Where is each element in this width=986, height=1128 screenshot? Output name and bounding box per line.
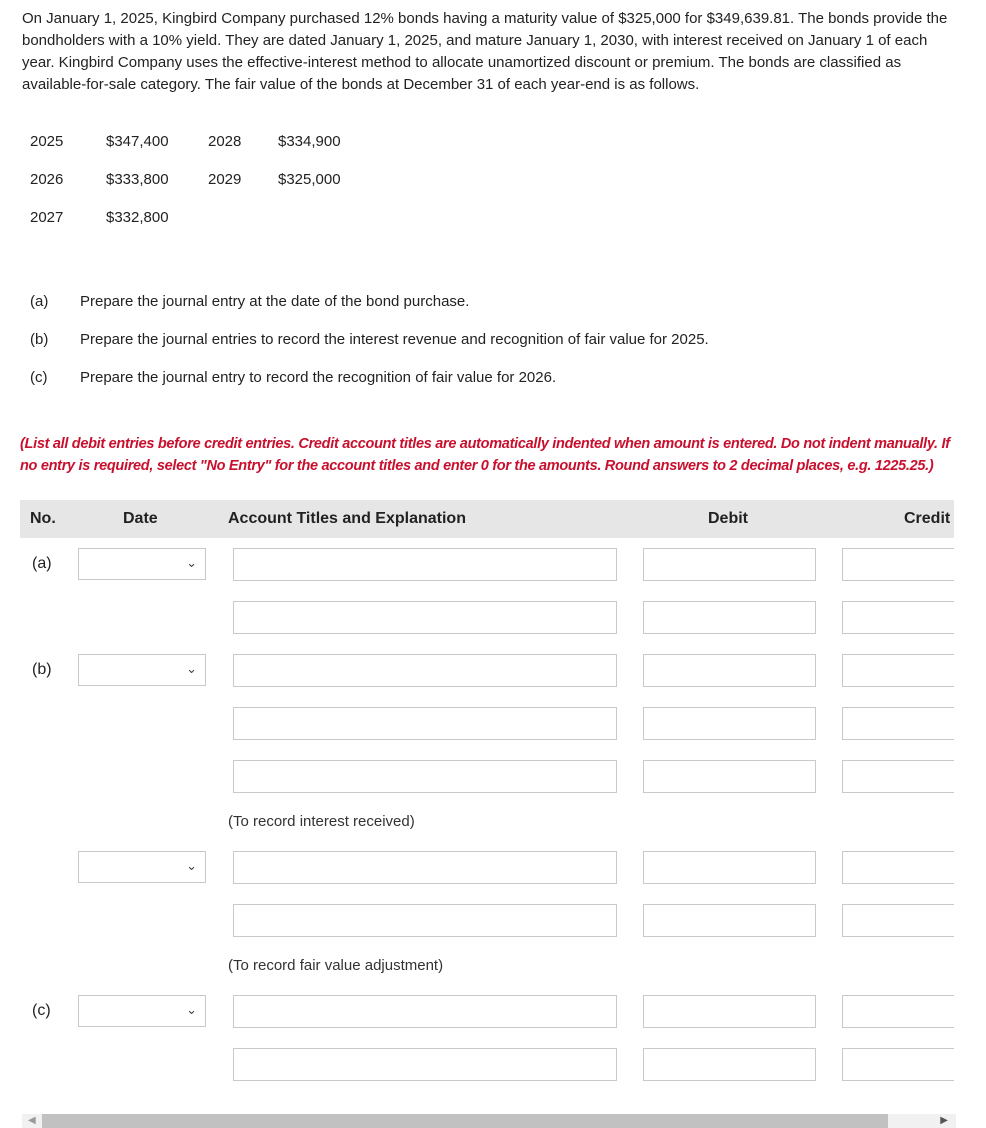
- scroll-right-arrow-icon[interactable]: ▶: [940, 1115, 948, 1126]
- header-account: Account Titles and Explanation: [228, 510, 466, 527]
- fair-value-row: [22, 160, 341, 198]
- credit-input[interactable]: [842, 601, 954, 634]
- fv-value: $325,000: [278, 170, 341, 188]
- fair-value-table: [22, 122, 341, 236]
- date-select[interactable]: [78, 851, 206, 883]
- debit-input[interactable]: [643, 601, 816, 634]
- entry-label-a: (a): [32, 555, 52, 572]
- header-date: Date: [123, 510, 158, 527]
- account-title-input[interactable]: [233, 707, 617, 740]
- question-text: Prepare the journal entry to record the recognition of fair value for 2026.: [80, 368, 557, 386]
- credit-input[interactable]: [842, 851, 954, 884]
- question-item: [30, 282, 709, 320]
- chevron-down-icon: ⌄: [186, 661, 197, 676]
- header-debit: Debit: [708, 510, 748, 527]
- journal-table-header: [20, 500, 954, 538]
- debit-input[interactable]: [643, 995, 816, 1028]
- debit-input[interactable]: [643, 548, 816, 581]
- account-title-input[interactable]: [233, 904, 617, 937]
- debit-input[interactable]: [643, 904, 816, 937]
- instructions: (List all debit entries before credit entries. Credit account titles are automatically indented when amount is entered. Do not indent manually. If no entry is required, select "No Entry" for the account titles and enter 0 for the amounts. Round answers to 2 decimal places, e.g. 1225.25.): [20, 436, 950, 474]
- question-text: Prepare the journal entry at the date of the bond purchase.: [80, 292, 470, 310]
- fv-year: [208, 198, 278, 236]
- debit-input[interactable]: [643, 760, 816, 793]
- credit-input[interactable]: [842, 760, 954, 793]
- credit-input[interactable]: [842, 548, 954, 581]
- fair-value-row: [22, 122, 341, 160]
- account-title-input[interactable]: [233, 760, 617, 793]
- fv-value: [278, 198, 341, 236]
- date-select[interactable]: [78, 548, 206, 580]
- credit-input[interactable]: [842, 904, 954, 937]
- debit-input[interactable]: [643, 851, 816, 884]
- credit-input[interactable]: [842, 1048, 954, 1081]
- fv-year: 2029: [208, 170, 242, 188]
- credit-input[interactable]: [842, 707, 954, 740]
- chevron-down-icon: ⌄: [186, 555, 197, 570]
- question-item: [30, 320, 709, 358]
- question-letter: (b): [30, 330, 49, 348]
- horizontal-scrollbar[interactable]: [22, 1114, 956, 1128]
- fv-year: 2027: [30, 208, 64, 226]
- header-no: No.: [30, 510, 56, 527]
- chevron-down-icon: ⌄: [186, 1002, 197, 1017]
- account-title-input[interactable]: [233, 1048, 617, 1081]
- debit-input[interactable]: [643, 1048, 816, 1081]
- fv-year: 2026: [30, 170, 64, 188]
- fair-value-row: [22, 198, 341, 236]
- scrollbar-thumb[interactable]: [42, 1114, 888, 1128]
- question-letter: (a): [30, 292, 49, 310]
- date-select[interactable]: [78, 654, 206, 686]
- date-select[interactable]: [78, 995, 206, 1027]
- question-text: Prepare the journal entries to record the interest revenue and recognition of fair value for 2025.: [80, 330, 709, 348]
- scroll-left-arrow-icon[interactable]: ◀: [28, 1115, 36, 1126]
- account-title-input[interactable]: [233, 601, 617, 634]
- account-title-input[interactable]: [233, 995, 617, 1028]
- fv-value: $347,400: [106, 132, 169, 150]
- fv-value: $332,800: [106, 208, 169, 226]
- debit-input[interactable]: [643, 654, 816, 687]
- debit-input[interactable]: [643, 707, 816, 740]
- question-item: [30, 358, 709, 396]
- header-credit: Credit: [904, 510, 951, 527]
- account-title-input[interactable]: [233, 654, 617, 687]
- credit-input[interactable]: [842, 995, 954, 1028]
- memo-fair-value: (To record fair value adjustment): [228, 957, 444, 974]
- fv-year: 2028: [208, 132, 242, 150]
- fv-year: 2025: [30, 132, 64, 150]
- fv-value: $333,800: [106, 170, 169, 188]
- account-title-input[interactable]: [233, 548, 617, 581]
- question-letter: (c): [30, 368, 48, 386]
- problem-statement: On January 1, 2025, Kingbird Company purchased 12% bonds having a maturity value of $325,000 for $349,639.81. The bonds provide the bondholders with a 10% yield. They are dated January 1, 2025, and mature January 1, 2030, with interest received on January 1 of each year. Kingbird Company uses the effective-interest method to allocate unamortized discount or premium. The bonds are classified as available-for-sale category. The fair value of the bonds at December 31 of each year-end is as follows.: [22, 10, 948, 93]
- fv-value: $334,900: [278, 132, 341, 150]
- question-list: [30, 282, 709, 396]
- entry-label-c: (c): [32, 1002, 51, 1019]
- account-title-input[interactable]: [233, 851, 617, 884]
- chevron-down-icon: ⌄: [186, 858, 197, 873]
- entry-label-b: (b): [32, 661, 52, 678]
- memo-interest: (To record interest received): [228, 813, 415, 830]
- credit-input[interactable]: [842, 654, 954, 687]
